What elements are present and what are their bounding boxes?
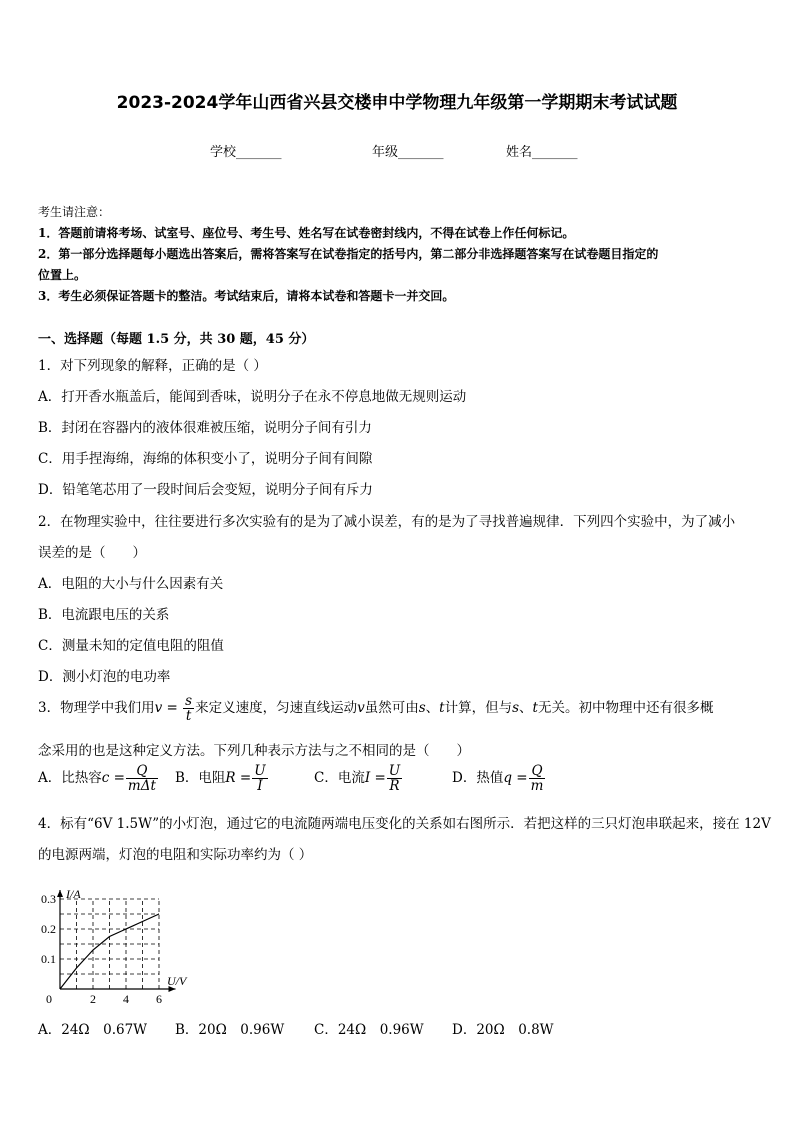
chart-svg (34, 870, 204, 1005)
q1-stem: 1．对下列现象的解释，正确的是（ ） (38, 358, 267, 374)
y-tick-label: 0.1 (41, 952, 56, 966)
y-axis-label: I/A (66, 887, 81, 901)
y-tick-label: 0.3 (41, 892, 56, 906)
notice-item-1: 1．答题前请将考场、试室号、座位号、考生号、姓名写在试卷密封线内，不得在试卷上作任何标记。 (38, 226, 575, 240)
x-tick-label: 2 (90, 992, 96, 1005)
section-heading: 一、选择题（每题 1.5 分，共 30 题，45 分） (38, 332, 315, 347)
q3-option-d: D．热值q = $\frac{Q}{m}$ (452, 763, 544, 794)
page-title: 2023-2024学年山西省兴县交楼申中学物理九年级第一学期期末考试试题 (116, 93, 678, 113)
q4-option-b: B．20Ω 0.96W (175, 1022, 285, 1038)
school-field: 学校_______ (210, 145, 282, 160)
q4-stem-cont: 的电源两端，灯泡的电阻和实际功率约为（ ） (38, 847, 313, 863)
q2-option-b: B．电流跟电压的关系 (38, 607, 170, 623)
name-field: 姓名_______ (506, 145, 578, 160)
notice-item-2-cont: 位置上。 (38, 268, 87, 282)
q1-option-c: C．用手捏海绵，海绵的体积变小了，说明分子间有间隙 (38, 451, 373, 467)
y-axis-arrow (57, 890, 63, 897)
q3-option-c: C．电流I = $\frac{U}{R}$ (314, 763, 401, 794)
q4-stem: 4．标有“6V 1.5W”的小灯泡，通过它的电流随两端电压变化的关系如右图所示．若把这样的三只灯泡串联起来，接在 12V (38, 816, 771, 832)
q2-stem-cont: 误差的是（ ） (38, 545, 146, 561)
notice-header: 考生请注意： (38, 205, 111, 219)
grade-field: 年级_______ (372, 145, 444, 160)
y-tick-label: 0.2 (41, 922, 56, 936)
notice-item-3: 3．考生必须保证答题卡的整洁。考试结束后，请将本试卷和答题卡一并交回。 (38, 289, 455, 303)
q3-stem-cont: 念采用的也是这种定义方法。下列几种表示方法与之不相同的是（ ） (38, 743, 470, 759)
current-voltage-chart (34, 870, 204, 1005)
notice-item-2: 2．第一部分选择题每小题选出答案后，需将答案写在试卷指定的括号内，第二部分非选择题答案写在试卷题目指定的 (38, 247, 659, 261)
q4-option-d: D．20Ω 0.8W (452, 1022, 554, 1038)
x-tick-label: 4 (123, 992, 129, 1005)
x-tick-label: 6 (156, 992, 162, 1005)
q2-stem: 2．在物理实验中，往往要进行多次实验有的是为了减小误差，有的是为了寻找普遍规律．下列四个实验中，为了减小 (38, 514, 736, 530)
q1-option-d: D．铅笔笔芯用了一段时间后会变短，说明分子间有斥力 (38, 482, 373, 498)
q2-option-c: C．测量未知的定值电阻的阻值 (38, 638, 224, 654)
q2-option-d: D．测小灯泡的电功率 (38, 669, 171, 685)
q3-option-b: B．电阻R = $\frac{U}{I}$ (175, 763, 266, 794)
q2-option-a: A．电阻的大小与什么因素有关 (38, 576, 224, 592)
q1-option-b: B．封闭在容器内的液体很难被压缩，说明分子间有引力 (38, 420, 372, 436)
q3-option-a: A．比热容c = $\frac{Q}{\text{mΔt}}$ (38, 763, 156, 794)
q1-option-a: A．打开香水瓶盖后，能闻到香味，说明分子在永不停息地做无规则运动 (38, 389, 467, 405)
q3-stem: 3．物理学中我们用v = $\frac{s}{t}$ 来定义速度，匀速直线运动v虽然可由s、t计算，但与s、t无关。初中物理中还有很多概 (38, 693, 714, 724)
x-axis-label: U/V (167, 974, 187, 988)
q4-option-a: A．24Ω 0.67W (38, 1022, 148, 1038)
q4-option-c: C．24Ω 0.96W (314, 1022, 424, 1038)
q3-velocity-fraction: $\frac{s}{t}$ (185, 693, 193, 724)
origin-label: 0 (46, 992, 52, 1005)
